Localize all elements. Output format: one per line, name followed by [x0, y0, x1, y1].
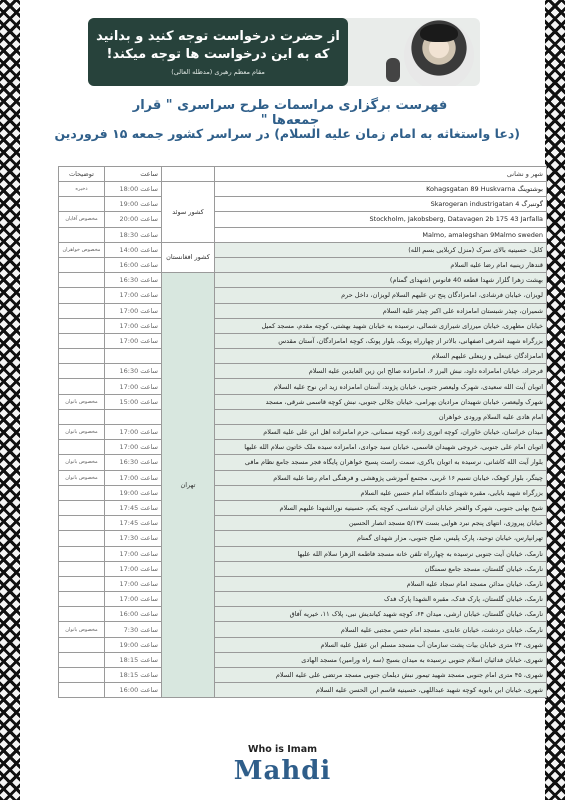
- logo-small-text: Who is Imam: [247, 744, 318, 755]
- table-row: [59, 349, 547, 364]
- table-row: [59, 455, 547, 470]
- table-row: [59, 637, 547, 652]
- row-time: ساعت 18:00: [105, 182, 162, 197]
- row-time: ساعت 17:00: [105, 470, 162, 485]
- row-time: ساعت 17:00: [105, 546, 162, 561]
- quote-line-2: که به این درخواست ها توجه میکند!: [106, 47, 330, 62]
- table-row: [59, 257, 547, 272]
- schedule-table: [58, 166, 547, 698]
- microphone-icon: [386, 58, 400, 82]
- row-time: ساعت 19:00: [105, 637, 162, 652]
- page-subtitle: [50, 126, 520, 141]
- row-time: ساعت 14:00: [105, 242, 162, 257]
- row-address: چیتگر، بلوار کوهک، خیابان نسیم ۱۶ غربی، مجتمع آموزشی پژوهشی و فرهنگی امام رضا علیه السلام: [215, 470, 547, 485]
- row-note: مخصوص خواهران: [59, 242, 105, 257]
- row-time: ساعت 16:30: [105, 364, 162, 379]
- table-row: [59, 516, 547, 531]
- row-note: [59, 288, 105, 303]
- row-note: ذخیره: [59, 182, 105, 197]
- row-address: نارمک، خیابان گلستان، مسجد جامع سمنگان: [215, 561, 547, 576]
- row-address: شمیران، چیذر شبستان امامزاده علی اکبر چیذر علیه السلام: [215, 303, 547, 318]
- row-time: ساعت 17:45: [105, 516, 162, 531]
- table-row: [59, 303, 547, 318]
- row-note: [59, 668, 105, 683]
- row-time: ساعت 16:30: [105, 455, 162, 470]
- row-time: ساعت 17:00: [105, 561, 162, 576]
- row-address: اتوبان امام علی جنوبی، خروجی شهیدان قاسمی، خیابان سید جوادی، امامزاده سیده ملک خاتون سلام الله علیها: [215, 440, 547, 455]
- table-row: [59, 182, 547, 197]
- row-address: لویزان، خیابان فرشادی، امامزادگان پنج تن علیهم السلام لویزان، داخل حرم: [215, 288, 547, 303]
- row-note: [59, 516, 105, 531]
- row-time: ساعت 18:15: [105, 668, 162, 683]
- table-row: [59, 409, 547, 424]
- row-address: نارمک، خیابان مدائن مسجد امام سجاد علیه السلام: [215, 576, 547, 591]
- table-row: [59, 273, 547, 288]
- logo-big-text: Mahdi: [233, 756, 332, 786]
- table-row: [59, 379, 547, 394]
- row-time: ساعت 16:00: [105, 683, 162, 698]
- row-address: خیابان مطهری، خیابان میرزای شیرازی شمالی، نرسیده به خیابان شهید بهشتی، کوچه مقدم، مسجد کمیل: [215, 318, 547, 333]
- row-note: [59, 531, 105, 546]
- row-address: بهشت زهرا گلزار شهدا قطعه 40 فانوس (شهدای گمنام): [215, 273, 547, 288]
- row-note: [59, 607, 105, 622]
- table-row: [59, 622, 547, 637]
- row-time: ساعت 20:00: [105, 212, 162, 227]
- decorative-border-left: [0, 0, 20, 800]
- row-address: تهرانپارس، خیابان توحید، پارک پلیس، صلح جنوبی، مزار شهدای گمنام: [215, 531, 547, 546]
- row-address: نارمک، خیابان گلستان، خیابان ارشی، میدان ۶۴، کوچه شهید کیاندیش نبی، پلاک ۱۱، خیریه آفاق: [215, 607, 547, 622]
- row-address: Stockholm, Jakobsberg, Datavagen 2b 175 43 Jarfalla: [215, 212, 547, 227]
- table-row: [59, 561, 547, 576]
- row-time: ساعت 17:00: [105, 288, 162, 303]
- row-time: ساعت 17:00: [105, 592, 162, 607]
- row-region: کشور افغانستان: [162, 242, 215, 272]
- row-address: اتوبان آیت الله سعیدی، شهرک ولیعصر جنوبی، خیابان پژوند، آستان امامزاده زید ابن نوح علیه السلام: [215, 379, 547, 394]
- row-address: نارمک، خیابان آیت جنوبی نرسیده به چهارراه تلفن خانه مسجد فاطمه الزهرا سلام الله علیها: [215, 546, 547, 561]
- row-note: [59, 485, 105, 500]
- row-address: خیابان پیروزی، انتهای پنجم نبرد هوایی بست ۵/۱۳۷ مسجد انصار الحسین: [215, 516, 547, 531]
- row-note: [59, 273, 105, 288]
- row-note: [59, 592, 105, 607]
- row-note: [59, 303, 105, 318]
- table-row: [59, 485, 547, 500]
- row-note: [59, 257, 105, 272]
- row-address: امام هادی علیه السلام ورودی خواهران: [215, 409, 547, 424]
- row-region: کشور سوئد: [162, 182, 215, 243]
- table-row: [59, 546, 547, 561]
- row-time: ساعت 17:30: [105, 531, 162, 546]
- row-note: [59, 349, 105, 364]
- table-row: [59, 668, 547, 683]
- row-address: کابل، حسینیه بالای سرک (منزل کربلایی بسم الله): [215, 242, 547, 257]
- row-note: [59, 197, 105, 212]
- row-time: ساعت 17:00: [105, 379, 162, 394]
- row-address: قندهار زینبیه امام رضا علیه السلام: [215, 257, 547, 272]
- row-time: [105, 349, 162, 364]
- table-header-row: [59, 167, 547, 182]
- header-city: [162, 167, 215, 182]
- table-row: [59, 652, 547, 667]
- row-address: امامزادگان عینعلی و زینعلی علیهم السلام: [215, 349, 547, 364]
- table-row: [59, 607, 547, 622]
- row-time: ساعت 17:00: [105, 440, 162, 455]
- row-note: [59, 227, 105, 242]
- row-time: ساعت 17:00: [105, 576, 162, 591]
- row-address: فرحزاد، خیابان امامزاده داود، نبش البرز ۶، امامزاده صالح ابن زین العابدین علیه السلام: [215, 364, 547, 379]
- row-note: مخصوص بانوان: [59, 455, 105, 470]
- row-note: مخصوص بانوان: [59, 394, 105, 409]
- row-address: شهری، خیابان ابن بابویه کوچه شهید عبداللهی، حسینیه قاسم ابن الحسن علیه السلام: [215, 683, 547, 698]
- row-note: [59, 546, 105, 561]
- row-note: [59, 409, 105, 424]
- row-note: مخصوص بانوان: [59, 622, 105, 637]
- table-row: [59, 288, 547, 303]
- row-note: [59, 364, 105, 379]
- row-address: گوتنبرگ Skarogeran industrigatan 4: [215, 197, 547, 212]
- quote-banner: [88, 18, 480, 86]
- row-address: بلوار آیت الله کاشانی، نرسیده به اتوبان باکری، سمت راست پسیج خواهران پایگاه فجر مسجد جامع نظام مافی: [215, 455, 547, 470]
- row-time: ساعت 17:00: [105, 303, 162, 318]
- decorative-border-right: [545, 0, 565, 800]
- row-time: ساعت 17:00: [105, 333, 162, 348]
- row-note: [59, 500, 105, 515]
- row-note: [59, 683, 105, 698]
- subtitle-text: (دعا واستغاثه به امام زمان علیه السلام) در سراسر کشور: [168, 126, 520, 141]
- table-body: [59, 182, 547, 698]
- table-row: [59, 576, 547, 591]
- row-time: ساعت 17:00: [105, 425, 162, 440]
- table-row: [59, 440, 547, 455]
- table-row: [59, 364, 547, 379]
- row-note: [59, 561, 105, 576]
- quote-text: [88, 24, 348, 76]
- table-row: [59, 227, 547, 242]
- row-address: شهری، ۴۵ متری امام جنوبی مسجد شهید تیمور نبش دیلمان جنوبی مسجد مرتضی علی علیه السلام: [215, 668, 547, 683]
- header-time: ساعت: [105, 167, 162, 182]
- turban-shape: [420, 24, 458, 42]
- row-region: تهران: [162, 273, 215, 698]
- row-note: مخصوص آقایان: [59, 212, 105, 227]
- row-address: شهرک ولیعصر، خیابان شهیدان مرادیان بهرامی، خیابان جلالی جنوبی، نبش کوچه قاسمی شرقی، مسجد: [215, 394, 547, 409]
- row-note: [59, 318, 105, 333]
- row-time: ساعت 7:30: [105, 622, 162, 637]
- row-note: [59, 652, 105, 667]
- row-address: میدان خراسان، خیابان خاوران، کوچه انوری زاده، کوچه سمنانی، حرم امامزاده اهل ابن علی علیه السلام: [215, 425, 547, 440]
- row-time: ساعت 17:45: [105, 500, 162, 515]
- row-address: بوشتوینگ Kohagsgatan 89 Huskvarna: [215, 182, 547, 197]
- page-title: فهرست برگزاری مراسمات طرح سراسری " قرار جمعه‌ها ": [132, 98, 448, 128]
- row-address: شهری، خیابان فدائیان اسلام جنوبی نرسیده به میدان بسیج (سه راه ورامین) مسجد الهادی: [215, 652, 547, 667]
- row-address: شهری، ۲۴ متری خیابان بیات پشت سازمان آب مسجد مسلم ابن عقیل علیه السلام: [215, 637, 547, 652]
- row-time: ساعت 16:00: [105, 257, 162, 272]
- table-row: [59, 683, 547, 698]
- quote-source: مقام معظم رهبری (مدظله العالی): [171, 68, 265, 76]
- table-row: [59, 197, 547, 212]
- row-note: [59, 333, 105, 348]
- row-note: مخصوص بانوان: [59, 425, 105, 440]
- row-time: ساعت 18:15: [105, 652, 162, 667]
- quote-line-1: از حضرت درخواست توجه کنید و بدانید: [96, 29, 340, 44]
- table-row: [59, 242, 547, 257]
- table-row: [59, 212, 547, 227]
- row-time: ساعت 17:00: [105, 318, 162, 333]
- event-date: جمعه ۱۵ فروردین: [54, 126, 164, 141]
- table-row: [59, 318, 547, 333]
- table-row: [59, 500, 547, 515]
- table-row: [59, 333, 547, 348]
- table-row: [59, 394, 547, 409]
- row-address: بزرگراه شهید بابایی، مقبره شهدای دانشگاه امام حسین علیه السلام: [215, 485, 547, 500]
- header-address: شهر و نشانی: [215, 167, 547, 182]
- row-note: [59, 637, 105, 652]
- row-time: ساعت 19:00: [105, 197, 162, 212]
- header-note: توضیحات: [59, 167, 105, 182]
- table-row: [59, 470, 547, 485]
- row-time: ساعت 19:00: [105, 485, 162, 500]
- row-address: نارمک، خیابان گلستان، پارک فدک، مقبره الشهدا پارک فدک: [215, 592, 547, 607]
- row-address: نارمک، خیابان دردشت، خیابان عابدی، مسجد امام حسن مجتبی علیه السلام: [215, 622, 547, 637]
- row-note: [59, 576, 105, 591]
- row-address: بزرگراه شهید اشرفی اصفهانی، بالاتر از چهارراه پونک، بلوار پونک، کوچه امامزادگان، آستان مقدس: [215, 333, 547, 348]
- table-row: [59, 425, 547, 440]
- row-address: شیخ بهایی جنوبی، شهرک والفجر خیابان ایران شناسی، کوچه یکم، حسینیه نورالشهدا علیهم السلام: [215, 500, 547, 515]
- row-time: ساعت 15:00: [105, 394, 162, 409]
- row-note: [59, 379, 105, 394]
- row-note: [59, 440, 105, 455]
- row-time: ساعت 18:30: [105, 227, 162, 242]
- row-address: Malmo, amalegshan 9Malmo sweden: [215, 227, 547, 242]
- table-row: [59, 531, 547, 546]
- row-note: مخصوص بانوان: [59, 470, 105, 485]
- row-time: ساعت 16:00: [105, 607, 162, 622]
- table-row: [59, 592, 547, 607]
- row-time: ساعت 16:30: [105, 273, 162, 288]
- row-time: [105, 409, 162, 424]
